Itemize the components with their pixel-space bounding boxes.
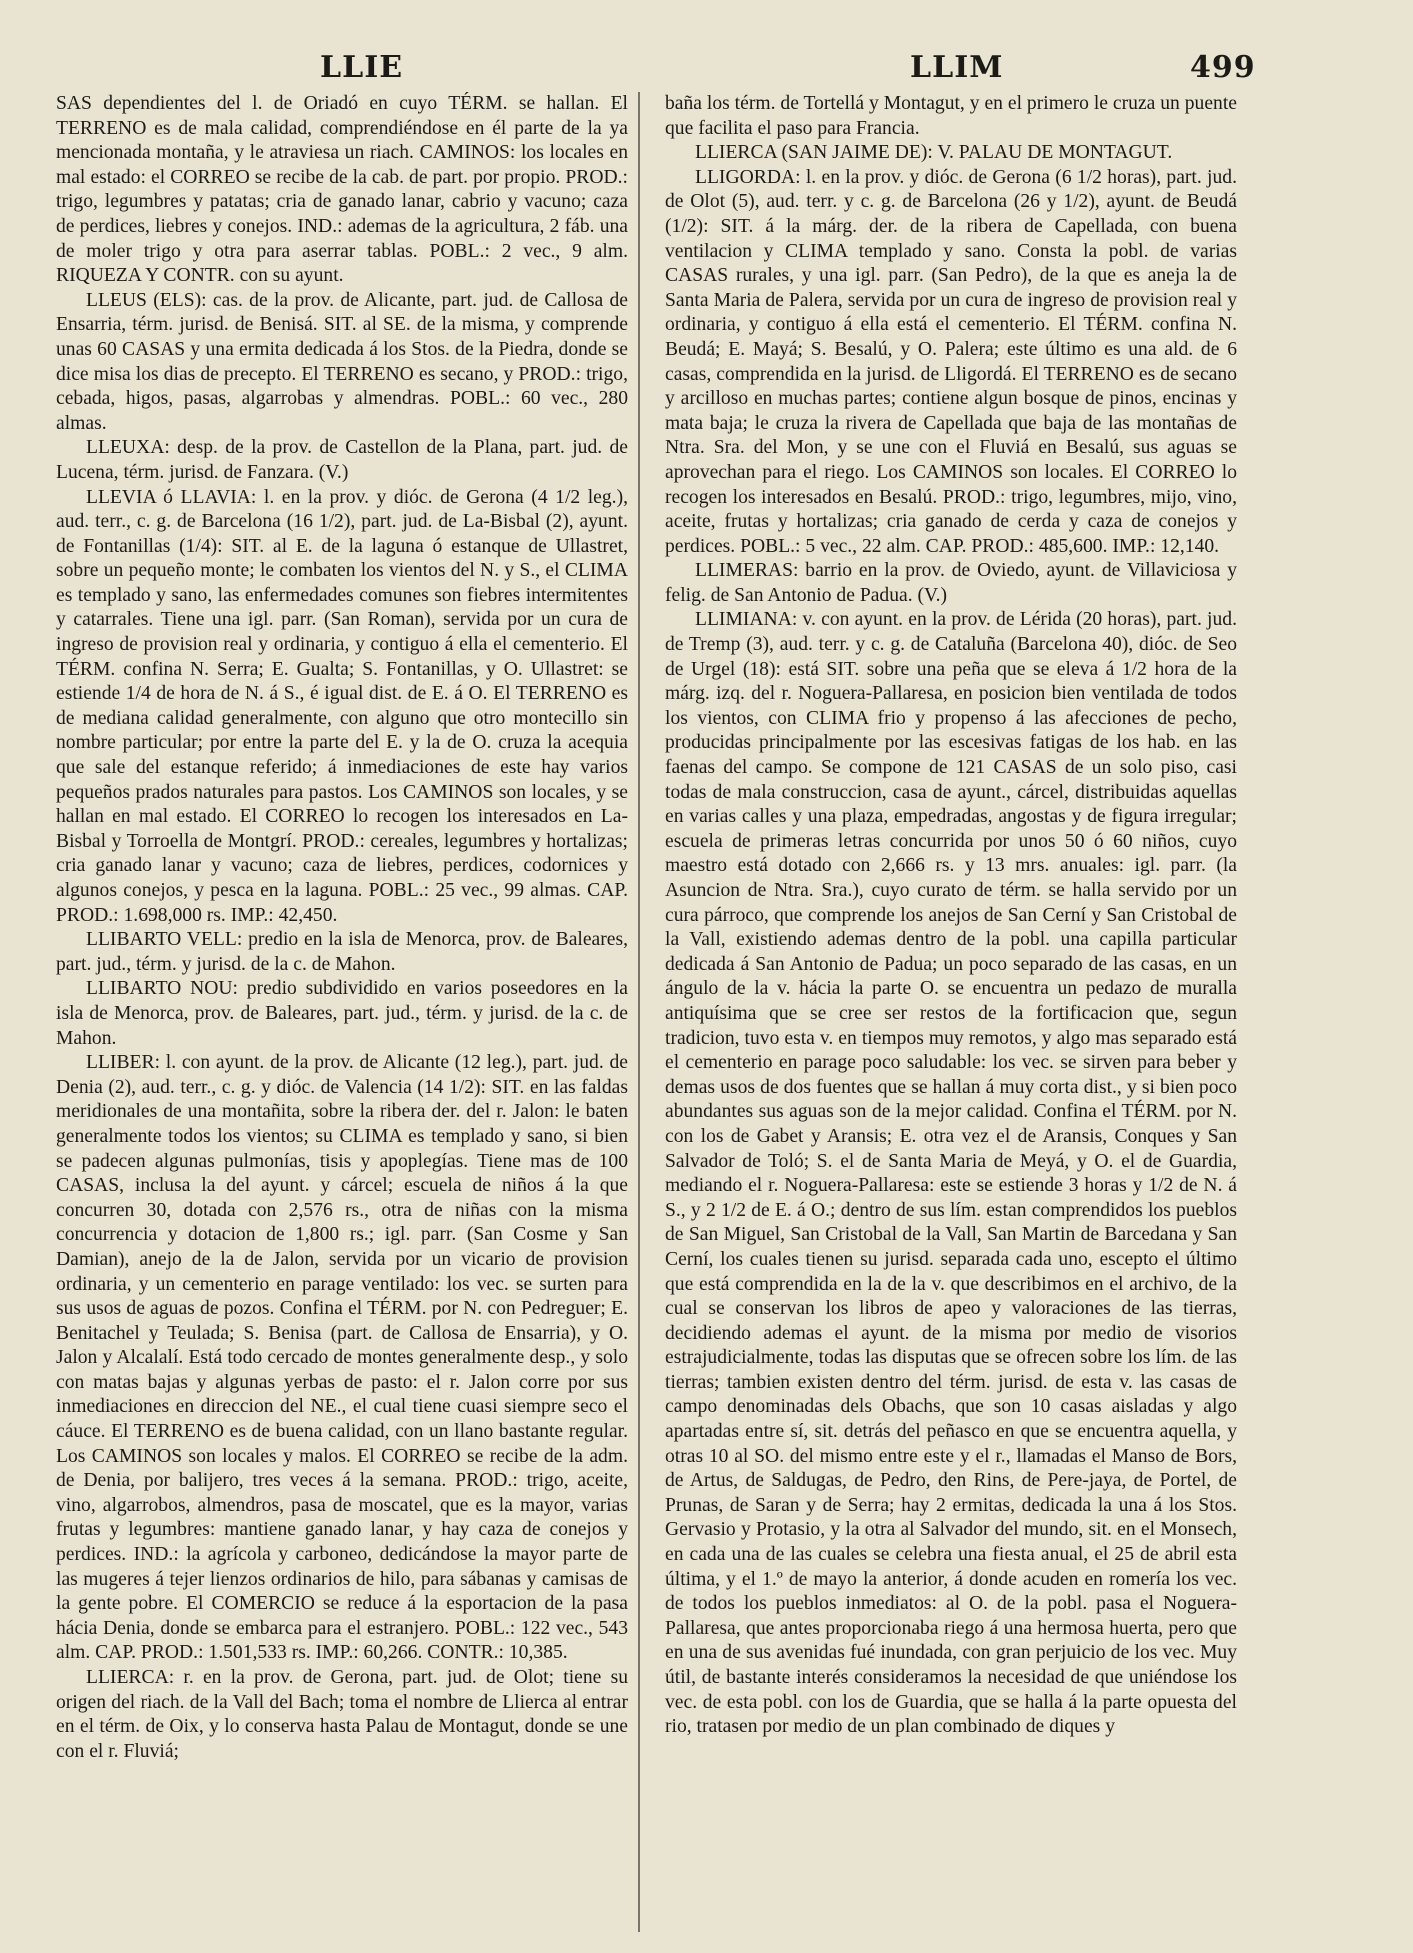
right-column xyxy=(665,92,1237,1932)
entry-paragraph: LLIERCA (SAN JAIME DE): V. PALAU DE MONTAGUT. xyxy=(695,142,1173,164)
entry-paragraph: baña los térm. de Tortellá y Montagut, y en el primero le cruza un puente que facilita el paso para Francia. xyxy=(665,93,1237,139)
left-column xyxy=(56,92,628,1932)
entry-paragraph: LLIBARTO VELL: predio en la isla de Menorca, prov. de Baleares, part. jud., térm. y jurisd. de la c. de Mahon. xyxy=(56,929,628,975)
entry-paragraph: LLIBER: l. con ayunt. de la prov. de Alicante (12 leg.), part. jud. de Denia (2), aud. terr., c. g. y dióc. de Valencia (14 1/2): SIT. en las faldas meridionales de una montañita, sobre la ribera der. del r. Jalon: le baten generalmente todos los vientos; su CLIMA es templado y sano, si bien se padecen algunas pulmonías, tisis y apoplegías. Tiene mas de 100 CASAS, inclusa la del ayunt. y cárcel; escuela de niños á la que concurren 30, dotada con 2,576 rs., otra de niñas con la misma concurrencia y dotacion de 1,800 rs.; igl. parr. (San Cosme y San Damian), anejo de la de Jalon, servida por un vicario de provision ordinaria, y un cementerio en parage ventilado: los vec. se surten para sus usos de aguas de pozos. Confina el TÉRM. por N. con Pedreguer; E. Benitachel y Teulada; S. Benisa (part. de Callosa de Ensarria), y O. Jalon y Alcalalí. Está todo cercado de montes generalmente desp., y solo con matas bajas y algunas yerbas de pasto: el r. Jalon corre por sus inmediaciones en direccion del NE., el cual tiene cuasi siempre seco el cáuce. El TERRENO es de buena calidad, con un llano bastante regular. Los CAMINOS son locales y malos. El CORREO se recibe de la adm. de Denia, por balijero, tres veces á la semana. PROD.: trigo, aceite, vino, algarrobos, almendros, pasa de moscatel, que es la mayor, varias frutas y legumbres: mantiene ganado lanar, y hay caza de conejos y perdices. IND.: la agrícola y carboneo, dedicándose la mayor parte de las mugeres á tejer lienzos ordinarios de hilo, para sábanas y camisas de la gente pobre. El COMERCIO se reduce á la esportacion de la pasa hácia Denia, donde se embarca para el estranjero. POBL.: 122 vec., 543 alm. CAP. PROD.: 1.501,533 rs. IMP.: 60,266. CONTR.: 10,385. xyxy=(56,1052,628,1664)
entry-paragraph: LLEUS (ELS): cas. de la prov. de Alicante, part. jud. de Callosa de Ensarria, térm. jurisd. de Benisá. SIT. al SE. de la misma, y comprende unas 60 CASAS y una ermita dedicada á los Stos. de la Piedra, donde se dice misa los dias de precepto. El TERRENO es secano, y PROD.: trigo, cebada, higos, pasas, algarrobas y almendras. POBL.: 60 vec., 280 almas. xyxy=(56,289,628,434)
entry-paragraph: SAS dependientes del l. de Oriadó en cuyo TÉRM. se hallan. El TERRENO es de mala calidad, comprendiéndose en él parte de la ya mencionada montaña, y le atraviesa un riach. CAMINOS: los locales en mal estado: el CORREO se recibe de la cab. de part. por propio. PROD.: trigo, legumbres y patatas; cria de ganado lanar, cabrio y vacuno; caza de perdices, liebres y conejos. IND.: ademas de la agricultura, 2 fáb. una de moler trigo y otra para aserrar tablas. POBL.: 2 vec., 9 alm. RIQUEZA Y CONTR. con su ayunt. xyxy=(56,93,628,287)
entry-paragraph: LLIMERAS: barrio en la prov. de Oviedo, ayunt. de Villaviciosa y felig. de San Antonio de Padua. (V.) xyxy=(665,560,1237,606)
column-divider xyxy=(638,92,640,1932)
entry-paragraph: LLIGORDA: l. en la prov. y dióc. de Gerona (6 1/2 horas), part. jud. de Olot (5), aud. terr. y c. g. de Barcelona (26 y 1/2), ayunt. de Beudá (1/2): SIT. á la márg. der. de la ribera de Capellada, con buena ventilacion y CLIMA templado y sano. Consta la pobl. de varias CASAS rurales, y una igl. parr. (San Pedro), de la que es aneja la de Santa Maria de Palera, servida por un cura de ingreso de provision real y ordinaria, y contiguo á ella está el cementerio. El TÉRM. confina N. Beudá; E. Mayá; S. Besalú, y O. Palera; este último es una ald. de 6 casas, comprendida en la jurisd. de Lligordá. El TERRENO es de secano y arcilloso en muchas partes; contiene algun bosque de pinos, encinas y mata baja; le cruza la rivera de Capellada que baja de las montañas de Ntra. Sra. del Mon, y se une con el Fluviá en Besalú, sus aguas se aprovechan para el riego. Los CAMINOS son locales. El CORREO lo recogen los interesados en Besalú. PROD.: trigo, legumbres, mijo, vino, aceite, frutas y hortalizas; cria ganado de cerda y caza de conejos y perdices. POBL.: 5 vec., 22 alm. CAP. PROD.: 485,600. IMP.: 12,140. xyxy=(665,166,1237,557)
running-header xyxy=(0,50,1413,90)
left-guide-word: LLIE xyxy=(320,50,404,85)
entry-paragraph: LLIERCA: r. en la prov. de Gerona, part. jud. de Olot; tiene su origen del riach. de la Vall del Bach; toma el nombre de Llierca al entrar en el térm. de Oix, y lo conserva hasta Palau de Montagut, donde se une con el r. Fluviá; xyxy=(56,1667,628,1762)
entry-paragraph: LLEUXA: desp. de la prov. de Castellon de la Plana, part. jud. de Lucena, térm. jurisd. de Fanzara. (V.) xyxy=(56,437,628,483)
entry-paragraph: LLIMIANA: v. con ayunt. en la prov. de Lérida (20 horas), part. jud. de Tremp (3), aud. terr. y c. g. de Cataluña (Barcelona 40), dióc. de Seo de Urgel (18): está SIT. sobre una peña que se eleva á 1/2 hora de la márg. izq. del r. Noguera-Pallaresa, en posicion bien ventilada de todos los vientos, con CLIMA frio y propenso á las afecciones de pecho, producidas principalmente por las escesivas fatigas de los hab. en las faenas del campo. Se compone de 121 CASAS de un solo piso, casi todas de mala construccion, casa de ayunt., cárcel, distribuidas aquellas en varias calles y una plaza, empedradas, angostas y de figura irregular; escuela de primeras letras concurrida por unos 50 ó 60 niños, cuyo maestro está dotado con 2,666 rs. y 13 mrs. anuales: igl. parr. (la Asuncion de Ntra. Sra.), cuyo curato de térm. se halla servido por un cura párroco, que comprende los anejos de San Cerní y San Cristobal de la Vall, existiendo ademas dentro de la pobl. una capilla particular dedicada á San Antonio de Padua; un poco separado de las casas, en un ángulo de la v. hácia la parte O. se encuentra un pedazo de muralla antiquísima que se cree ser restos de la fortificacion que, segun tradicion, tuvo esta v. en tiempos muy remotos, y algo mas separado está el cementerio en parage poco saludable: los vec. se sirven para beber y demas usos de dos fuentes que se hallan á muy corta dist., y si bien poco abundantes sus aguas son de la mejor calidad. Confina el TÉRM. por N. con los de Gabet y Aransis; E. otra vez el de Aransis, Conques y San Salvador de Toló; S. el de Santa Maria de Meyá, y O. el de Guardia, mediando el r. Noguera-Pallaresa: este se estiende 3 horas y 1/2 de N. á S., y 2 1/2 de E. á O.; dentro de sus lím. estan comprendidos los pueblos de San Miguel, San Cristobal de la Vall, San Martin de Barcedana y San Cerní, los cuales tienen su jurisd. separada cada uno, escepto el último que está comprendida en la de la v. que describimos en el archivo, de la cual se conservan los libros de apeo y valoraciones de las tierras, decidiendo ademas el ayunt. de la misma por medio de visorios estrajudicialmente, todas las disputas que se ofrecen sobre los lím. de las tierras; tambien existen dentro del térm. jurisd. de esta v. las casas de campo denominadas dels Obachs, que son 10 casas aisladas y algo apartadas entre sí, sit. detrás del peñasco en que se encuentra aquella, y otras 10 al SO. del mismo entre este y el r., llamadas el Manso de Bors, de Artus, de Saldugas, de Pedro, den Rins, de Pere-jaya, de Portel, de Prunas, de Saran y de Serra; hay 2 ermitas, dedicada la una á los Stos. Gervasio y Protasio, y la otra al Salvador del mundo, sit. en el Monsech, en cada una de las cuales se celebra una fiesta anual, el 25 de abril esta última, y el 1.º de mayo la anterior, á donde acuden en romería los vec. de todos los pueblos inmediatos: al O. de la pobl. pasa el Noguera-Pallaresa, que antes proporcionaba riego á una hermosa huerta, pero que en una de sus avenidas fué inundada, con gran perjuicio de los vec. Muy útil, de bastante interés consideramos la necesidad de que uniéndose los vec. de esta pobl. con los de Guardia, que se halla á la parte opuesta del rio, tratasen por medio de un plan combinado de diques y xyxy=(665,609,1237,1738)
page-number: 499 xyxy=(1190,50,1256,85)
entry-paragraph: LLEVIA ó LLAVIA: l. en la prov. y dióc. de Gerona (4 1/2 leg.), aud. terr., c. g. de Barcelona (16 1/2), part. jud. de La-Bisbal (2), ayunt. de Fontanillas (1/4): SIT. al E. de la laguna ó estanque de Ullastret, sobre un pequeño monte; le combaten los vientos del N. y S., el CLIMA es templado y sano, las enfermedades comunes son fiebres intermitentes y catarrales. Tiene una igl. parr. (San Roman), servida por un cura de ingreso de provision real y ordinaria, y contiguo á ella el cementerio. El TÉRM. confina N. Serra; E. Gualta; S. Fontanillas, y O. Ullastret: se estiende 1/4 de hora de N. á S., é igual dist. de E. á O. El TERRENO es de mediana calidad generalmente, con alguno que otro montecillo sin nombre particular; por entre la parte del E. y la de O. cruza la acequia que sale del estanque referido; á inmediaciones de este hay varios pequeños prados naturales para pastos. Los CAMINOS son locales, y se hallan en mal estado. El CORREO lo recogen los interesados en La-Bisbal y Torroella de Montgrí. PROD.: cereales, legumbres y hortalizas; cria ganado lanar y vacuno; caza de liebres, perdices, codornices y algunos conejos, y pesca en la laguna. POBL.: 25 vec., 99 almas. CAP. PROD.: 1.698,000 rs. IMP.: 42,450. xyxy=(56,486,628,926)
right-guide-word: LLIM xyxy=(910,50,1004,85)
entry-paragraph: LLIBARTO NOU: predio subdividido en varios poseedores en la isla de Menorca, prov. de Baleares, part. jud., térm. y jurisd. de la c. de Mahon. xyxy=(56,978,628,1049)
